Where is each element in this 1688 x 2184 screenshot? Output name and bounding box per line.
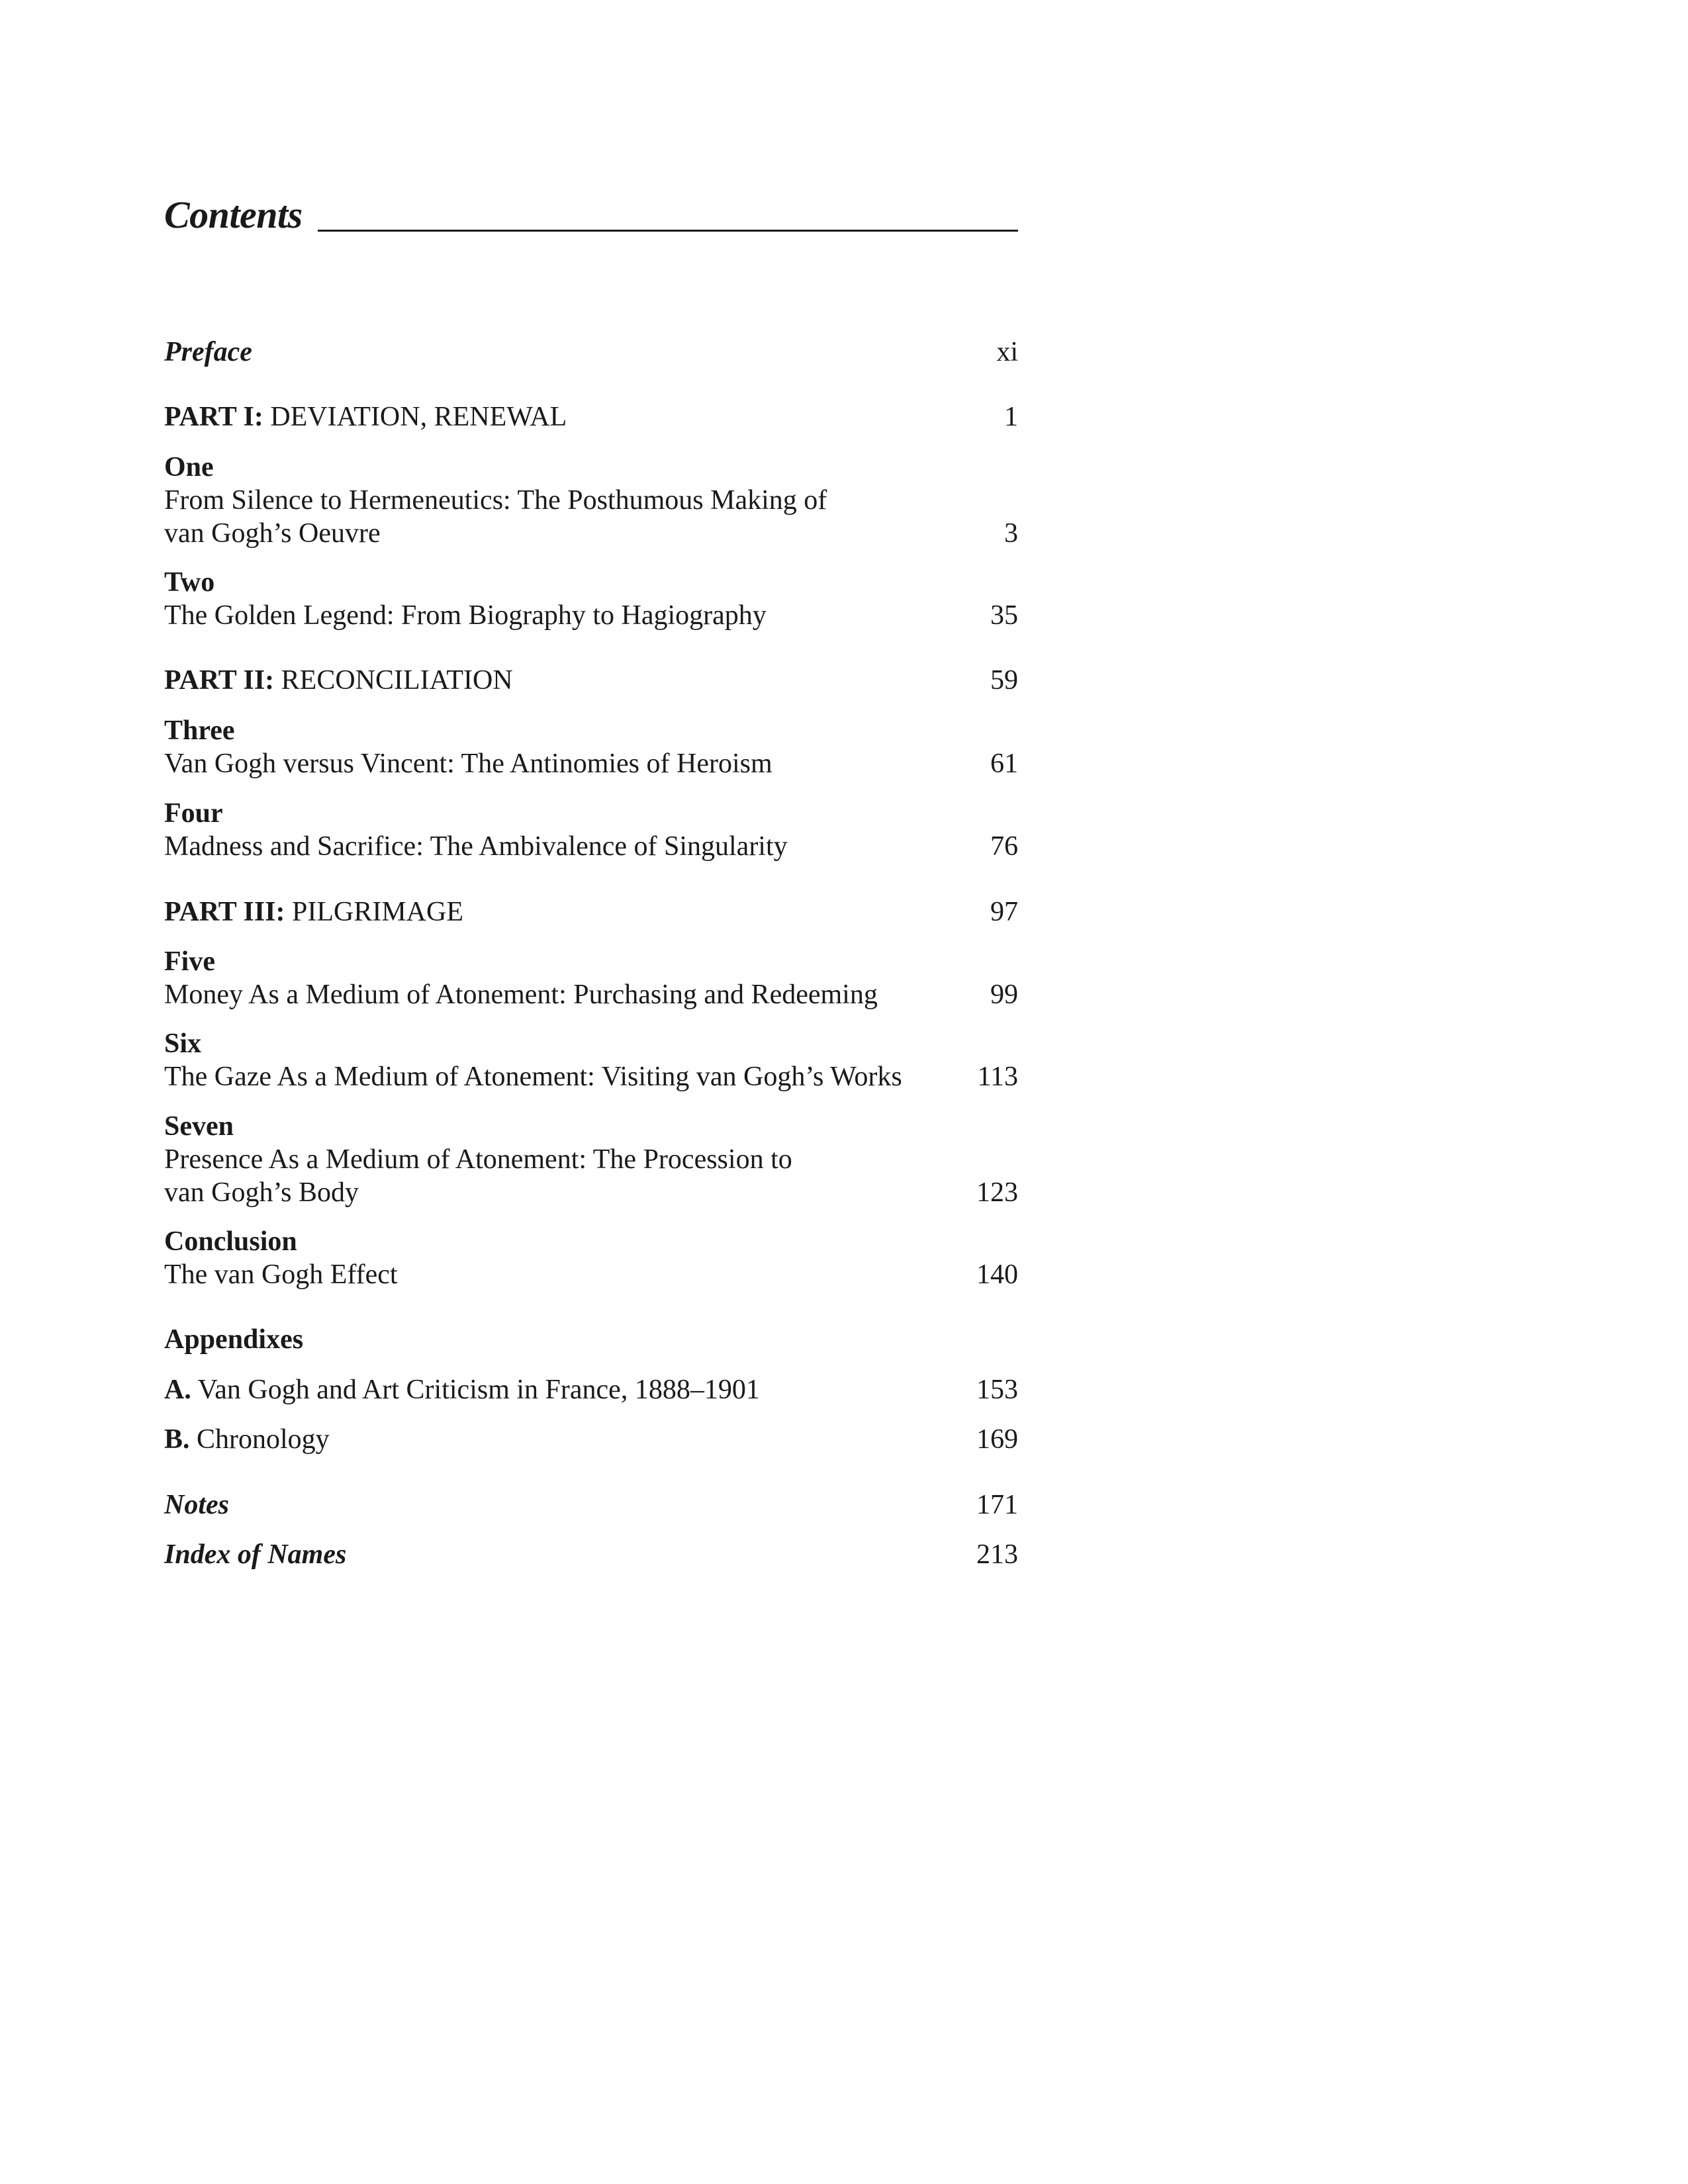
entry-page: 113 <box>977 1062 1018 1092</box>
entry-page: 140 <box>976 1259 1018 1290</box>
toc-entry-chapter-7-line-2[interactable]: van Gogh’s Body 123 <box>164 1175 1018 1210</box>
toc-entry-chapter-7-line-1[interactable]: Presence As a Medium of Atonement: The Procession to <box>164 1144 792 1175</box>
entry-page: 153 <box>976 1375 1018 1405</box>
entry-page: 213 <box>976 1539 1018 1570</box>
toc-entry-chapter-1-line-1[interactable]: From Silence to Hermeneutics: The Posthumous Making of <box>164 485 827 516</box>
entry-page: 59 <box>990 665 1018 696</box>
entry-page: 61 <box>990 749 1018 779</box>
entry-page: 35 <box>990 600 1018 631</box>
entry-page: 169 <box>976 1424 1018 1455</box>
appendix-title: Van Gogh and Art Criticism in France, 1888–1901 <box>191 1375 760 1405</box>
toc-entry-chapter-5[interactable]: Money As a Medium of Atonement: Purchasing and Redeeming 99 <box>164 978 1018 1012</box>
part-title: PILGRIMAGE <box>285 897 463 927</box>
part-prefix: PART III: <box>164 897 285 927</box>
appendix-prefix: B. <box>164 1424 190 1455</box>
toc-entry-conclusion[interactable]: The van Gogh Effect 140 <box>164 1257 1018 1292</box>
toc-entry-preface[interactable] <box>164 335 1018 369</box>
entry-page: 3 <box>1004 518 1018 549</box>
appendix-title: Chronology <box>189 1424 330 1455</box>
entry-page: 99 <box>990 979 1018 1010</box>
part-prefix: PART II: <box>164 665 275 696</box>
page-title: Contents <box>164 193 303 236</box>
part-prefix: PART I: <box>164 402 263 432</box>
toc-entry-appendix-b[interactable] <box>164 1422 1018 1457</box>
appendix-prefix: A. <box>164 1375 191 1405</box>
toc-entry-chapter-4[interactable]: Madness and Sacrifice: The Ambivalence of Singularity 76 <box>164 829 1018 864</box>
chapter-label-conclusion: Conclusion <box>164 1226 297 1257</box>
chapter-label-two: Two <box>164 567 215 598</box>
entry-page: 171 <box>976 1490 1018 1520</box>
chapter-label-five: Five <box>164 946 215 977</box>
entry-title: Notes <box>164 1490 229 1520</box>
chapter-label-four: Four <box>164 798 223 829</box>
chapter-label-seven: Seven <box>164 1111 234 1142</box>
contents-heading <box>164 191 1018 237</box>
entry-page: 76 <box>990 831 1018 862</box>
toc-entry-chapter-1-line-2[interactable]: van Gogh’s Oeuvre 3 <box>164 516 1018 551</box>
chapter-label-six: Six <box>164 1028 202 1059</box>
entry-page: 1 <box>1004 402 1018 432</box>
entry-page: 123 <box>976 1177 1018 1208</box>
toc-entry-notes[interactable] <box>164 1488 1018 1522</box>
entry-title: Index of Names <box>164 1539 347 1570</box>
part-title: DEVIATION, RENEWAL <box>263 402 567 432</box>
toc-entry-appendix-a[interactable] <box>164 1373 1018 1407</box>
chapter-label-three: Three <box>164 715 235 746</box>
appendixes-label: Appendixes <box>164 1324 304 1355</box>
toc-entry-part-1[interactable] <box>164 400 1018 434</box>
entry-title: Preface <box>164 337 252 367</box>
toc-entry-part-3[interactable] <box>164 895 1018 929</box>
toc-entry-index[interactable] <box>164 1537 1018 1572</box>
toc-entry-part-2[interactable] <box>164 663 1018 698</box>
part-title: RECONCILIATION <box>274 665 513 696</box>
chapter-label-one: One <box>164 452 214 482</box>
entry-page: xi <box>996 337 1018 367</box>
toc-entry-chapter-3[interactable]: Van Gogh versus Vincent: The Antinomies of Heroism 61 <box>164 747 1018 781</box>
heading-rule <box>318 230 1018 232</box>
toc-entry-chapter-6[interactable]: The Gaze As a Medium of Atonement: Visiting van Gogh’s Works 113 <box>164 1060 1018 1094</box>
entry-page: 97 <box>990 897 1018 927</box>
toc-entry-chapter-2[interactable]: The Golden Legend: From Biography to Hagiography 35 <box>164 598 1018 633</box>
